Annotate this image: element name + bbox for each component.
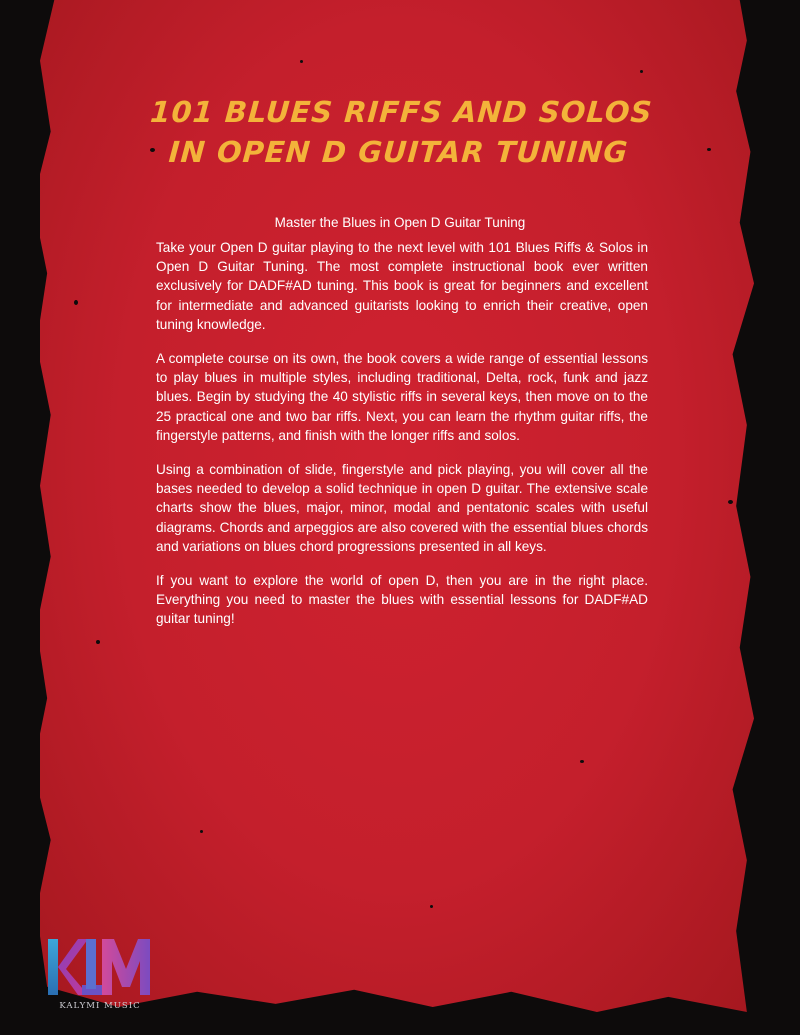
grunge-speck <box>728 500 733 504</box>
paragraph: Take your Open D guitar playing to the next level with 101 Blues Riffs & Solos in Open D Guitar Tuning. The most complete instructional book ever written exclusively for DADF#AD tuning. This book is great for beginners and excellent for intermediate and advanced guitarists looking to enrich their creative, open tuning knowledge. <box>156 240 648 332</box>
grunge-speck <box>580 760 584 763</box>
subtitle: Master the Blues in Open D Guitar Tuning <box>274 215 526 230</box>
grunge-speck <box>430 905 433 908</box>
grunge-speck <box>300 60 303 63</box>
kalymi-music-logo <box>44 937 154 1019</box>
grunge-speck <box>96 640 100 644</box>
title-line-1: 101 BLUES RIFFS AND SOLOS <box>149 95 654 129</box>
paragraph: Using a combination of slide, fingerstyle and pick playing, you will cover all the bases needed to develop a solid technique in open D guitar. The extensive scale charts show the blues, major, minor, modal and pentatonic scales with useful diagrams. Chords and arpeggios are also covered with the essential blues chords and variations on blues chord progressions presented in all keys. <box>156 462 648 554</box>
paragraph: If you want to explore the world of open D, then you are in the right place. Everything you need to master the blues with essential lessons for DADF#AD guitar tuning! <box>156 573 648 627</box>
grunge-speck <box>74 300 78 305</box>
paragraph: A complete course on its own, the book covers a wide range of essential lessons to play blues in multiple styles, including traditional, Delta, rock, funk and jazz blues. Begin by studying the 40 stylistic riffs in several keys, then move on to the 25 practical one and two bar riffs. Next, you can learn the rhythm guitar riffs, the fingerstyle patterns, and finish with the longer riffs and solos. <box>156 351 648 443</box>
description-text <box>156 238 648 644</box>
title-line-2: IN OPEN D GUITAR TUNING <box>167 135 630 169</box>
klm-logo-mark <box>44 937 154 997</box>
book-title <box>107 92 693 172</box>
logo-label: KALYMI MUSIC <box>59 1001 141 1011</box>
grunge-speck <box>200 830 203 833</box>
grunge-speck <box>640 70 643 73</box>
grunge-speck <box>707 148 711 151</box>
